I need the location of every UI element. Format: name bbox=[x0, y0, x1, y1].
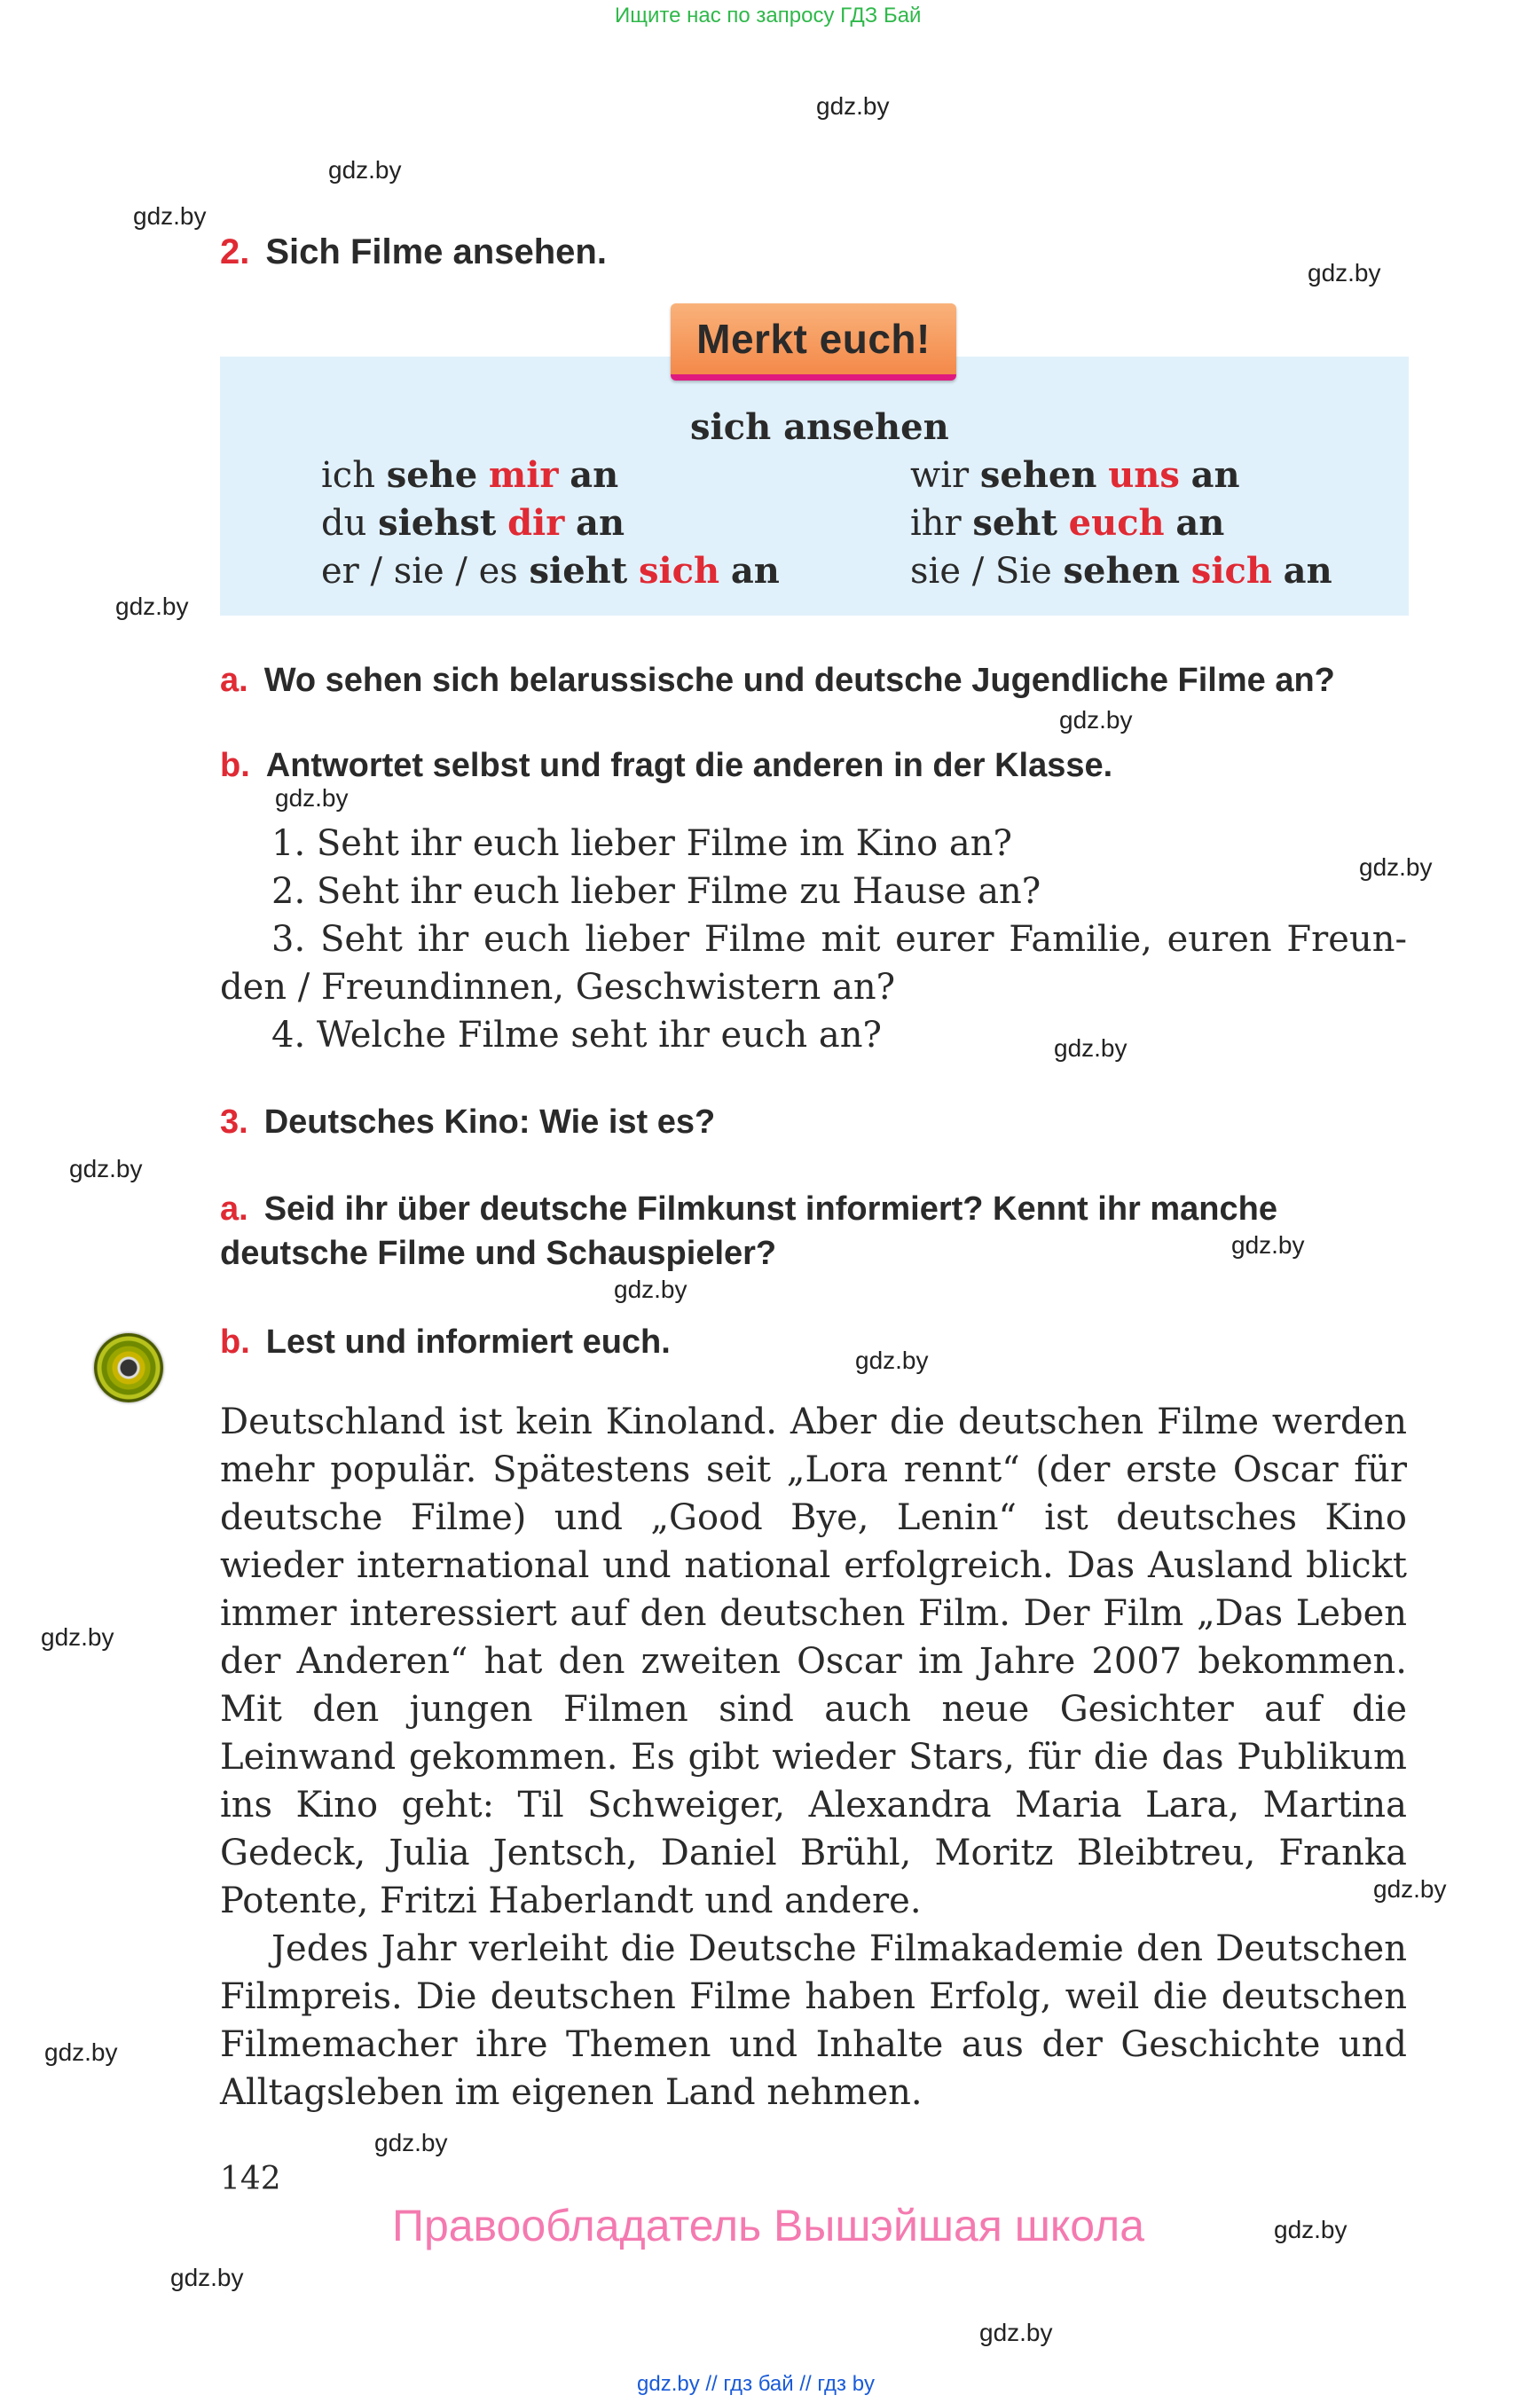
conjugation-row bbox=[910, 550, 1332, 592]
paragraph: Jedes Jahr verleiht die Deutsche Filmakademie den Deutschen Filmpreis. Die deutschen Filme haben Erfolg, weil die deutschen Filmemacher ihre Themen und Inhalte aus der Geschichte und Alltagsleben im eigenen Land nehmen. bbox=[220, 1928, 1407, 2113]
reflexive-pronoun: sich bbox=[638, 550, 720, 592]
verb-form: sehen bbox=[1063, 550, 1181, 592]
exercise-2-heading bbox=[220, 232, 607, 272]
watermark: gdz.by bbox=[374, 2129, 448, 2156]
reflexive-pronoun: euch bbox=[1068, 502, 1165, 544]
task-2b bbox=[220, 747, 1112, 785]
exercise-title: Sich Filme ansehen. bbox=[265, 232, 607, 271]
watermark: gdz.by bbox=[69, 1155, 143, 1182]
separable-particle: an bbox=[576, 502, 625, 544]
pronoun: er / sie / es bbox=[321, 551, 518, 592]
reflexive-pronoun: sich bbox=[1190, 550, 1272, 592]
task-letter: b. bbox=[220, 747, 250, 784]
separable-particle: an bbox=[1190, 454, 1240, 496]
question-item: 4. Welche Filme seht ihr euch an? bbox=[271, 1015, 882, 1056]
watermark: gdz.by bbox=[1231, 1231, 1305, 1259]
top-search-link[interactable]: Ищите нас по запросу ГДЗ Бай bbox=[615, 4, 922, 27]
verb-form: sehe bbox=[386, 454, 478, 496]
verb-form: siehst bbox=[378, 502, 497, 544]
copyright-notice: Правообладатель Вышэйшая школа bbox=[392, 2201, 1144, 2250]
separable-particle: an bbox=[1283, 550, 1332, 592]
reflexive-pronoun: dir bbox=[507, 502, 565, 544]
task-text: Antwortet selbst und fragt die anderen in der Klasse. bbox=[265, 747, 1113, 784]
watermark: gdz.by bbox=[816, 92, 890, 120]
question-item: 3. Seht ihr euch lieber Filme mit eurer Familie, euren Freun- bbox=[271, 919, 1407, 960]
watermark: gdz.by bbox=[41, 1623, 114, 1651]
task-3a-continued: deutsche Filme und Schauspieler? bbox=[220, 1235, 777, 1272]
task-3b bbox=[220, 1323, 671, 1362]
question-item-continued: den / Freundinnen, Geschwistern an? bbox=[220, 967, 896, 1008]
watermark: gdz.by bbox=[1373, 1875, 1447, 1903]
task-3a bbox=[220, 1190, 1277, 1229]
page-number: 142 bbox=[220, 2161, 281, 2197]
conjugation-row bbox=[910, 454, 1240, 496]
exercise-number: 3. bbox=[220, 1103, 248, 1141]
separable-particle: an bbox=[1175, 502, 1225, 544]
separable-particle: an bbox=[570, 454, 619, 496]
exercise-title: Deutsches Kino: Wie ist es? bbox=[263, 1103, 716, 1141]
task-letter: b. bbox=[220, 1323, 250, 1361]
merkt-euch-badge bbox=[671, 303, 956, 381]
rule-verb-title: sich ansehen bbox=[690, 406, 949, 448]
footer-links[interactable]: gdz.by // гдз бай // гдз by bbox=[637, 2372, 876, 2396]
watermark: gdz.by bbox=[855, 1347, 929, 1374]
pronoun: ich bbox=[321, 455, 375, 496]
reflexive-pronoun: mir bbox=[488, 454, 559, 496]
task-letter: a. bbox=[220, 662, 248, 699]
task-2a bbox=[220, 662, 1335, 700]
pronoun: wir bbox=[910, 455, 970, 496]
exercise-3-heading bbox=[220, 1103, 715, 1142]
question-item: 2. Seht ihr euch lieber Filme zu Hause an? bbox=[271, 871, 1041, 912]
task-text: Seid ihr über deutsche Filmkunst informiert? Kennt ihr manche bbox=[263, 1190, 1277, 1228]
paragraph: Deutschland ist kein Kinoland. Aber die deutschen Filme werden mehr populär. Spätestens seit „Lora rennt“ (der erste Oscar für deutsche Filme) und „Good Bye, Lenin“ ist deutsches Kino wieder international und national erfolgreich. Das Ausland blickt immer interessiert auf den deutschen Film. Der Film „Das Leben der Anderen“ hat den zweiten Oscar im Jahre 2007 bekommen. Mit den jungen Filmen sind auch neue Gesichter auf die Leinwand gekommen. Es gibt wieder Stars, für die das Publikum ins Kino geht: Til Schweiger, Alexandra Maria Lara, Martina Gedeck, Julia Jentsch, Daniel Brühl, Moritz Bleibtreu, Franka Potente, Fritzi Haberlandt und andere. bbox=[220, 1402, 1407, 1921]
watermark: gdz.by bbox=[1359, 853, 1433, 881]
watermark: gdz.by bbox=[133, 202, 207, 230]
question-item: 1. Seht ihr euch lieber Filme im Kino an? bbox=[271, 823, 1012, 864]
watermark: gdz.by bbox=[979, 2319, 1053, 2346]
verb-form: seht bbox=[972, 502, 1057, 544]
pronoun: ihr bbox=[910, 503, 962, 544]
conjugation-row bbox=[321, 502, 625, 544]
conjugation-row bbox=[321, 454, 618, 496]
watermark: gdz.by bbox=[1308, 259, 1381, 287]
conjugation-row bbox=[910, 502, 1224, 544]
watermark: gdz.by bbox=[328, 156, 402, 184]
audio-cd-icon[interactable] bbox=[94, 1333, 163, 1402]
pronoun: sie / Sie bbox=[910, 551, 1052, 592]
pronoun: du bbox=[321, 503, 367, 544]
watermark: gdz.by bbox=[44, 2038, 118, 2066]
watermark: gdz.by bbox=[1274, 2216, 1348, 2243]
exercise-number: 2. bbox=[220, 232, 250, 271]
task-text: Lest und informiert euch. bbox=[265, 1323, 671, 1361]
watermark: gdz.by bbox=[170, 2264, 244, 2291]
reading-text bbox=[220, 1398, 1407, 2116]
watermark: gdz.by bbox=[115, 593, 189, 620]
reflexive-pronoun: uns bbox=[1108, 454, 1180, 496]
task-text: Wo sehen sich belarussische und deutsche Jugendliche Filme an? bbox=[263, 662, 1335, 699]
verb-form: sieht bbox=[529, 550, 628, 592]
watermark: gdz.by bbox=[275, 784, 349, 812]
watermark: gdz.by bbox=[614, 1276, 688, 1303]
task-letter: a. bbox=[220, 1190, 248, 1228]
watermark: gdz.by bbox=[1059, 706, 1133, 734]
badge-label: Merkt euch! bbox=[696, 316, 931, 362]
watermark: gdz.by bbox=[1054, 1034, 1128, 1062]
separable-particle: an bbox=[730, 550, 780, 592]
verb-form: sehen bbox=[979, 454, 1097, 496]
conjugation-row bbox=[321, 550, 780, 592]
